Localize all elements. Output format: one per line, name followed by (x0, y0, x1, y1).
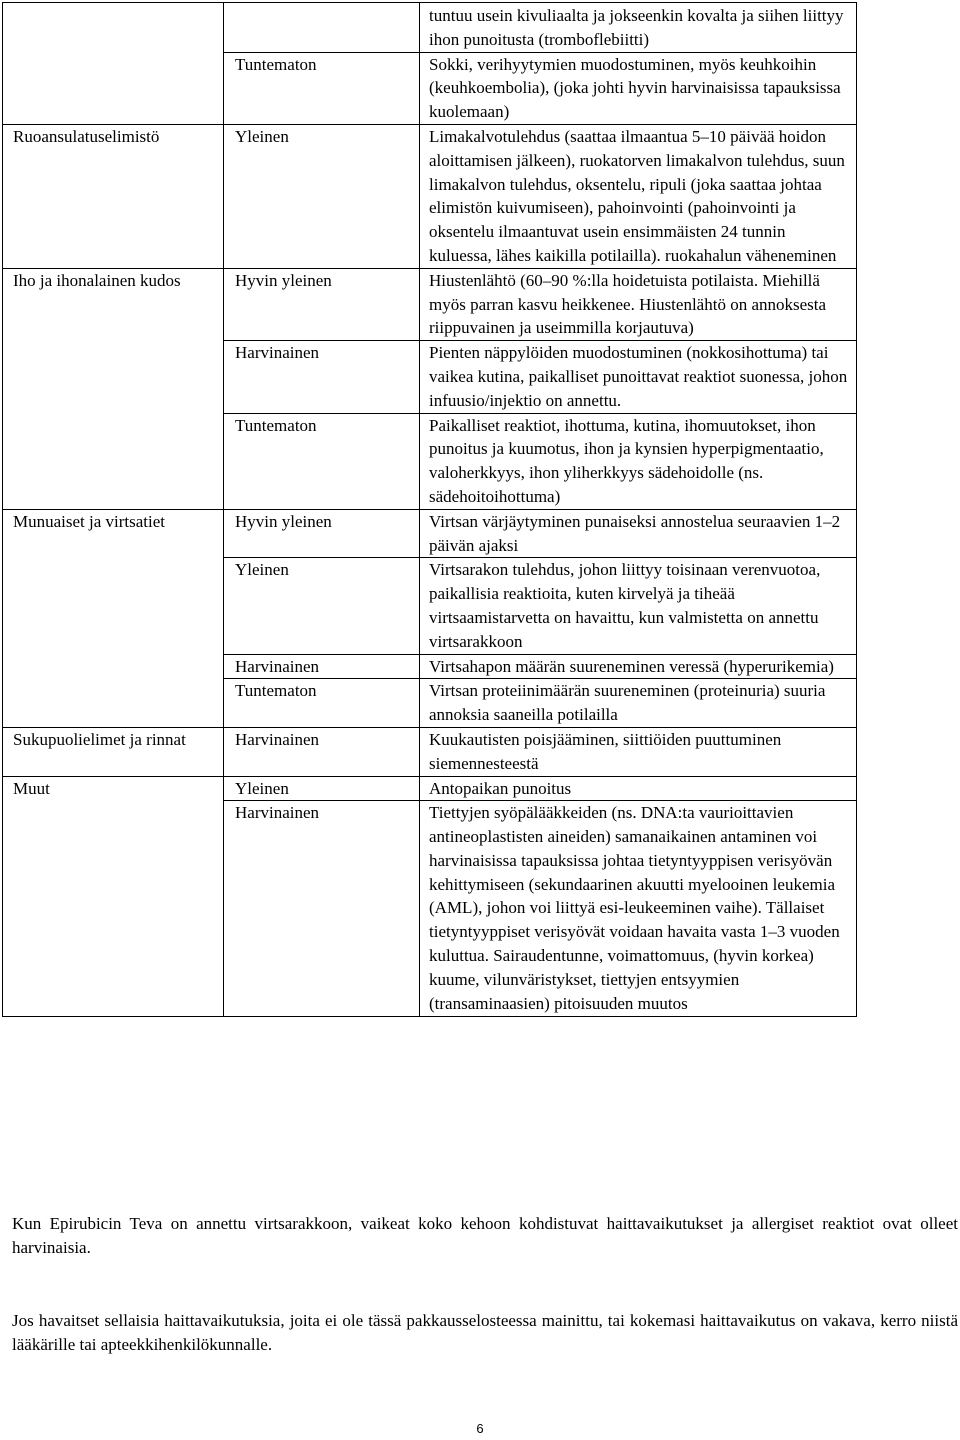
organ-cell (3, 3, 224, 125)
frequency-cell: Tuntematon (224, 413, 420, 509)
frequency-cell: Tuntematon (224, 679, 420, 728)
description-cell: Pienten näppylöiden muodostuminen (nokkosihottuma) tai vaikea kutina, paikalliset punoittavat reaktiot suonessa, johon infuusio/injektio on annettu. (420, 341, 857, 413)
table-row (3, 727, 857, 776)
bladder-administration-paragraph: Kun Epirubicin Teva on annettu virtsarakkoon, vaikeat koko kehoon kohdistuvat haittavaikutukset ja allergiset reaktiot ovat olleet harvinaisia. (12, 1214, 958, 1257)
frequency-cell: Yleinen (224, 124, 420, 268)
description-cell: tuntuu usein kivuliaalta ja jokseenkin kovalta ja siihen liittyy ihon punoitusta (tromboflebiitti) (420, 3, 857, 53)
description-cell: Paikalliset reaktiot, ihottuma, kutina, ihomuutokset, ihon punoitus ja kuumotus, ihon ja kynsien hyperpigmentaatio, valoherkkyys, ihon yliherkkyys sädehoidolle (ns. sädehoitoihottuma) (420, 413, 857, 509)
organ-cell: Munuaiset ja virtsatiet (3, 509, 224, 727)
frequency-cell: Harvinainen (224, 727, 420, 776)
organ-cell: Muut (3, 776, 224, 1017)
frequency-cell: Harvinainen (224, 341, 420, 413)
description-cell: Limakalvotulehdus (saattaa ilmaantua 5–10 päivää hoidon aloittamisen jälkeen), ruokatorven limakalvon tulehdus, suun limakalvon tulehdus, oksentelu, ripuli (joka saattaa johtaa elimistön kuivumiseen), pahoinvointi (pahoinvointi ja oksentelu ilmaantuvat usein ensimmäisten 24 tunnin kuluessa, lähes kaikilla potilailla). ruokahalun väheneminen (420, 124, 857, 268)
table-row (3, 509, 857, 558)
table-row (3, 124, 857, 268)
page-number: 6 (476, 1421, 484, 1436)
description-cell: Tiettyjen syöpälääkkeiden (ns. DNA:ta vaurioittavien antineoplastisten aineiden) samanaikainen antaminen voi harvinaisissa tapauksissa johtaa tietyntyyppisen verisyövän kehittymiseen (sekundaarinen akuutti myelooinen leukemia (AML), johon voi liittyä esi-leukeeminen vaihe). Tällaiset tietyntyyppiset verisyövät voidaan havaita vasta 1–3 vuoden kuluttua. Sairaudentunne, voimattomuus, (hyvin korkea) kuume, vilunväristykset, tiettyjen entsyymien (transaminaasien) pitoisuuden muutos (420, 801, 857, 1017)
description-cell: Virtsan proteiinimäärän suureneminen (proteinuria) suuria annoksia saaneilla potilailla (420, 679, 857, 728)
frequency-cell: Hyvin yleinen (224, 509, 420, 558)
description-cell: Hiustenlähtö (60–90 %:lla hoidetuista potilaista. Miehillä myös parran kasvu heikkenee. Hiustenlähtö on annoksesta riippuvainen ja useimmilla korjautuva) (420, 268, 857, 340)
frequency-cell (224, 3, 420, 53)
organ-cell: Ruoansulatuselimistö (3, 124, 224, 268)
organ-cell: Iho ja ihonalainen kudos (3, 268, 224, 509)
description-cell: Virtsahapon määrän suureneminen veressä (hyperurikemia) (420, 654, 857, 679)
report-side-effects-paragraph: Jos havaitset sellaisia haittavaikutuksia, joita ei ole tässä pakkausselosteessa mainittu, tai kokemasi haittavaikutus on vakava, kerro niistä lääkärille tai apteekkihenkilökunnalle. (12, 1311, 958, 1354)
description-cell: Antopaikan punoitus (420, 776, 857, 801)
frequency-cell: Yleinen (224, 558, 420, 654)
description-cell: Kuukautisten poisjääminen, siittiöiden puuttuminen siemennesteestä (420, 727, 857, 776)
description-cell: Virtsarakon tulehdus, johon liittyy toisinaan verenvuotoa, paikallisia reaktioita, kuten kirvelyä ja tiheää virtsaamistarvetta on havaittu, kun valmistetta on annettu virtsarakkoon (420, 558, 857, 654)
description-cell: Sokki, verihyytymien muodostuminen, myös keuhkoihin (keuhkoembolia), (joka johti hyvin harvinaisissa tapauksissa kuolemaan) (420, 52, 857, 124)
frequency-cell: Yleinen (224, 776, 420, 801)
table-row (3, 3, 857, 53)
frequency-cell: Tuntematon (224, 52, 420, 124)
table-row (3, 268, 857, 340)
table-row (3, 776, 857, 801)
frequency-cell: Hyvin yleinen (224, 268, 420, 340)
description-cell: Virtsan värjäytyminen punaiseksi annostelua seuraavien 1–2 päivän ajaksi (420, 509, 857, 558)
frequency-cell: Harvinainen (224, 801, 420, 1017)
organ-cell: Sukupuolielimet ja rinnat (3, 727, 224, 776)
side-effects-table (2, 2, 857, 1017)
frequency-cell: Harvinainen (224, 654, 420, 679)
